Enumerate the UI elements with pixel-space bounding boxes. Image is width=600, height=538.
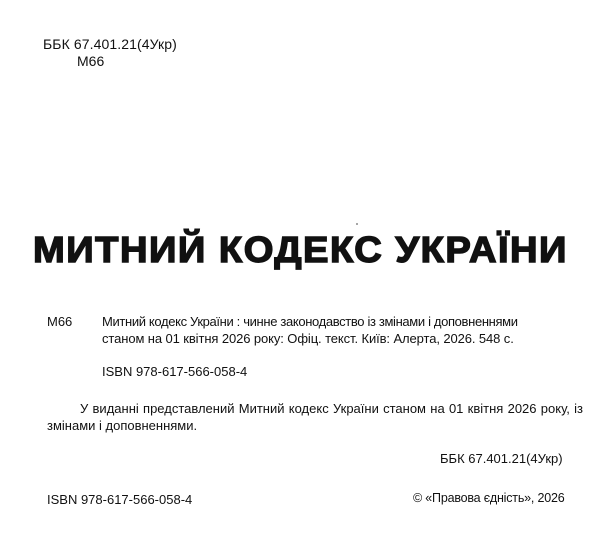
author-mark-top: М66	[77, 53, 105, 69]
annotation-paragraph: У виданні представлений Митний кодекс України станом на 01 квітня 2026 року, із змінами і доповненнями.	[47, 401, 583, 433]
print-speck	[356, 223, 358, 225]
bbk-classification-bottom: ББК 67.401.21(4Укр)	[440, 451, 563, 466]
bbk-classification-top: ББК 67.401.21(4Укр)	[43, 36, 177, 52]
catalog-description-line-1: Митний кодекс України : чинне законодавство із змінами і доповненнями	[102, 314, 518, 329]
catalog-description-line-2: станом на 01 квітня 2026 року: Офіц. текст. Київ: Алерта, 2026. 548 с.	[102, 331, 514, 346]
catalog-isbn: ISBN 978-617-566-058-4	[102, 364, 248, 379]
catalog-author-mark: М66	[47, 314, 73, 329]
footer-isbn: ISBN 978-617-566-058-4	[47, 492, 193, 507]
copyright-notice: © «Правова єдність», 2026	[413, 491, 565, 505]
page-title: МИТНИЙ КОДЕКС УКРАЇНИ	[33, 229, 568, 270]
